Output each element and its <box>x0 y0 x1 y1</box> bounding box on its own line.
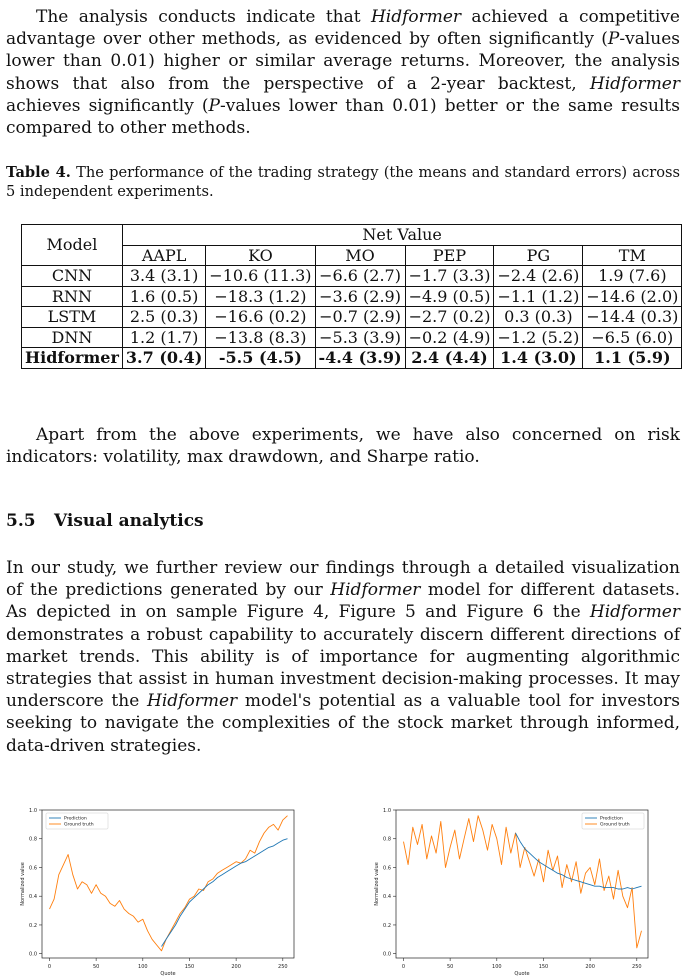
x-tick-label: 100 <box>138 964 148 970</box>
x-tick-label: 0 <box>47 964 52 970</box>
legend-label: Prediction <box>64 816 87 822</box>
ground-truth-line <box>50 816 288 951</box>
table-cell: −10.6 (11.3) <box>206 266 315 287</box>
y-tick-label: 0.0 <box>383 951 391 958</box>
table-caption <box>6 163 680 201</box>
table-cell: −0.7 (2.9) <box>315 307 405 328</box>
table-cell: −14.6 (2.0) <box>583 286 682 307</box>
y-tick-label: 0.8 <box>383 836 391 843</box>
table-cell: 0.3 (0.3) <box>494 307 583 328</box>
net-value-header: Net Value <box>122 225 681 246</box>
y-tick-label: 0.6 <box>383 865 391 872</box>
x-tick-label: 0 <box>401 964 406 970</box>
x-axis-label: Quote <box>160 971 176 976</box>
y-tick-label: 0.8 <box>29 836 37 843</box>
table-cell: −5.3 (3.9) <box>315 327 405 348</box>
performance-table <box>21 224 682 369</box>
table-cell: 1.2 (1.7) <box>122 327 205 348</box>
y-tick-label: 0.2 <box>383 922 391 929</box>
table-row <box>22 307 682 328</box>
table-cell: −14.4 (0.3) <box>583 307 682 328</box>
table-cell: −3.6 (2.9) <box>315 286 405 307</box>
column-header: PG <box>494 245 583 266</box>
x-tick-label: 150 <box>184 964 195 970</box>
table-cell: −0.2 (4.9) <box>405 327 494 348</box>
table-cell: −1.7 (3.3) <box>405 266 494 287</box>
paragraph-risk: Apart from the above experiments, we have also concerned on risk indicators: volatility, max drawdown, and Sharpe ratio. <box>6 425 680 468</box>
table-cell: −16.6 (0.2) <box>206 307 315 328</box>
table-cell: 3.4 (3.1) <box>122 266 205 287</box>
x-tick-label: 100 <box>492 964 502 970</box>
legend-label: Ground truth <box>64 822 94 828</box>
table-cell: −6.5 (6.0) <box>583 327 682 348</box>
table-cell: 3.7 (0.4) <box>122 348 205 369</box>
x-tick-label: 200 <box>231 964 241 970</box>
model-name: Hidformer <box>22 348 123 369</box>
legend-label: Prediction <box>600 816 623 822</box>
column-header: MO <box>315 245 405 266</box>
column-header: TM <box>583 245 682 266</box>
table-cell: 1.4 (3.0) <box>494 348 583 369</box>
y-tick-label: 0.2 <box>29 922 37 929</box>
paragraph-visual: In our study, we further review our findings through a detailed visualization of the predictions generated by our Hidformer model for different datasets. As depicted in on sample Figure 4, Figure 5 and Figure 6 the Hidformer demonstrates a robust capability to accurately discern different directions of market trends. This ability is of importance for augmenting algorithmic strategies that assist in human investment decision-making processes. It may underscore the Hidformer model's potential as a valuable tool for investors seeking to navigate the complexities of the stock market through informed, data-driven strategies. <box>6 558 680 756</box>
prediction-chart-right <box>358 800 658 976</box>
model-name: CNN <box>22 266 123 287</box>
table-cell: −4.9 (0.5) <box>405 286 494 307</box>
y-tick-label: 1.0 <box>383 807 391 814</box>
section-title: Visual analytics <box>54 511 204 531</box>
table-cell: −1.1 (1.2) <box>494 286 583 307</box>
table-caption-text: The performance of the trading strategy (the means and standard errors) across 5 independent experiments. <box>6 164 680 200</box>
table-cell: -4.4 (3.9) <box>315 348 405 369</box>
table-cell: 1.1 (5.9) <box>583 348 682 369</box>
table-cell: -5.5 (4.5) <box>206 348 315 369</box>
table-cell: −18.3 (1.2) <box>206 286 315 307</box>
table-cell: −2.4 (2.6) <box>494 266 583 287</box>
x-tick-label: 250 <box>632 964 642 970</box>
x-tick-label: 50 <box>446 964 454 970</box>
y-tick-label: 1.0 <box>29 807 37 814</box>
table-caption-label: Table 4. <box>6 164 71 181</box>
figure-left <box>4 800 304 976</box>
x-tick-label: 150 <box>538 964 549 970</box>
table-row <box>22 266 682 287</box>
column-header: KO <box>206 245 315 266</box>
table-cell: 1.6 (0.5) <box>122 286 205 307</box>
table-row <box>22 286 682 307</box>
legend-label: Ground truth <box>600 822 630 828</box>
y-tick-label: 0.6 <box>29 865 37 872</box>
table-cell: −2.7 (0.2) <box>405 307 494 328</box>
y-tick-label: 0.4 <box>383 894 391 901</box>
section-heading <box>6 511 204 531</box>
x-axis-label: Quote <box>514 971 530 976</box>
model-header: Model <box>22 225 123 266</box>
table-cell: 1.9 (7.6) <box>583 266 682 287</box>
ground-truth-line <box>404 816 642 948</box>
y-tick-label: 0.0 <box>29 951 37 958</box>
model-name: LSTM <box>22 307 123 328</box>
table-cell: −1.2 (5.2) <box>494 327 583 348</box>
model-name: RNN <box>22 286 123 307</box>
table-cell: 2.4 (4.4) <box>405 348 494 369</box>
paragraph-backtest: The analysis conducts indicate that Hidformer achieved a competitive advantage over other methods, as evidenced by often significantly (P-values lower than 0.01) higher or similar average returns. Moreover, the analysis shows that also from the perspective of a 2-year backtest, Hidformer achieves significantly (P-values lower than 0.01) better or the same results compared to other methods. <box>6 7 680 139</box>
prediction-line <box>162 839 288 947</box>
x-tick-label: 250 <box>278 964 288 970</box>
prediction-chart-left <box>4 800 304 976</box>
section-number: 5.5 <box>6 511 36 531</box>
y-axis-label: Normalized value <box>20 862 26 906</box>
figure-right <box>358 800 658 976</box>
column-header: PEP <box>405 245 494 266</box>
model-name: DNN <box>22 327 123 348</box>
table-cell: 2.5 (0.3) <box>122 307 205 328</box>
x-tick-label: 200 <box>585 964 595 970</box>
table-row <box>22 327 682 348</box>
y-axis-label: Normalized value <box>374 862 380 906</box>
table-cell: −13.8 (8.3) <box>206 327 315 348</box>
y-tick-label: 0.4 <box>29 894 37 901</box>
x-tick-label: 50 <box>92 964 100 970</box>
column-header: AAPL <box>122 245 205 266</box>
table-row-hidformer <box>22 348 682 369</box>
table-cell: −6.6 (2.7) <box>315 266 405 287</box>
